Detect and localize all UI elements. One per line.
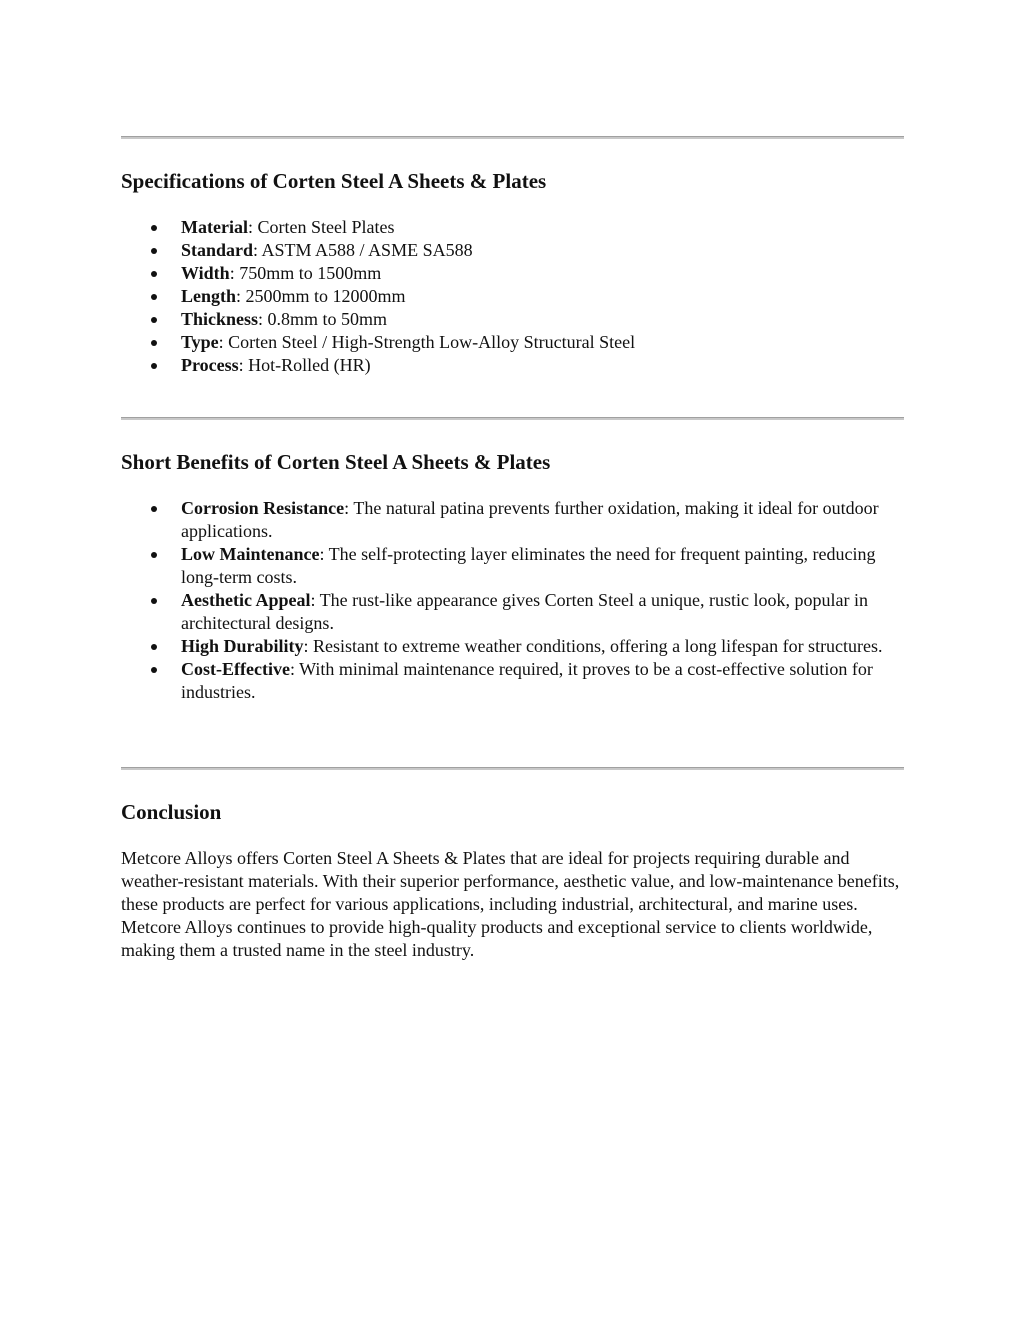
item-text: : With minimal maintenance required, it proves to be a cost-effective solution for industries. — [181, 659, 873, 702]
item-label: Low Maintenance — [181, 544, 320, 564]
item-text: : Resistant to extreme weather conditions, offering a long lifespan for structures. — [303, 636, 883, 656]
bullet-icon — [151, 506, 157, 512]
item-label: High Durability — [181, 636, 304, 656]
bullet-icon — [151, 248, 157, 254]
item-label: Aesthetic Appeal — [181, 590, 311, 610]
list-item — [121, 285, 904, 308]
item-text: : 0.8mm to 50mm — [258, 309, 388, 329]
list-item — [121, 331, 904, 354]
item-text: : The self-protecting layer eliminates the need for frequent painting, reducing long-term costs. — [181, 544, 876, 587]
list-item — [121, 543, 904, 589]
item-text: : 2500mm to 12000mm — [236, 286, 406, 306]
item-label: Cost-Effective — [181, 659, 290, 679]
horizontal-rule — [121, 767, 904, 770]
item-label: Standard — [181, 240, 254, 260]
bullet-icon — [151, 317, 157, 323]
bullet-icon — [151, 363, 157, 369]
item-text: : 750mm to 1500mm — [229, 263, 382, 283]
list-item — [121, 308, 904, 331]
item-text: : The rust-like appearance gives Corten Steel a unique, rustic look, popular in architectural designs. — [181, 590, 869, 633]
list-item — [121, 497, 904, 543]
bullet-icon — [151, 644, 157, 650]
list-item — [121, 635, 904, 658]
bullet-icon — [151, 225, 157, 231]
list-item — [121, 589, 904, 635]
horizontal-rule — [121, 136, 904, 139]
benefits-list — [121, 497, 904, 704]
bullet-icon — [151, 294, 157, 300]
item-label: Type — [181, 332, 219, 352]
item-label: Corrosion Resistance — [181, 498, 345, 518]
conclusion-paragraph: Metcore Alloys offers Corten Steel A Sheets & Plates that are ideal for projects requiring durable and weather-resistant materials. With their superior performance, aesthetic value, and low-maintenance benefits, these products are perfect for various applications, including industrial, architectural, and marine uses. Metcore Alloys continues to provide high-quality products and exceptional service to clients worldwide, making them a trusted name in the steel industry. — [121, 848, 900, 960]
item-label: Length — [181, 286, 237, 306]
item-text: : The natural patina prevents further oxidation, making it ideal for outdoor applications. — [181, 498, 879, 541]
item-text: : Corten Steel Plates — [247, 217, 395, 237]
list-item — [121, 262, 904, 285]
item-text: : ASTM A588 / ASME SA588 — [253, 240, 473, 260]
item-label: Thickness — [181, 309, 259, 329]
specifications-heading: Specifications of Corten Steel A Sheets & Plates — [121, 169, 547, 193]
specifications-list — [121, 216, 904, 377]
list-item — [121, 239, 904, 262]
benefits-heading: Short Benefits of Corten Steel A Sheets & Plates — [121, 450, 551, 474]
list-item — [121, 216, 904, 239]
list-item — [121, 354, 904, 377]
item-label: Width — [181, 263, 230, 283]
item-label: Process — [181, 355, 239, 375]
bullet-icon — [151, 340, 157, 346]
horizontal-rule — [121, 417, 904, 420]
list-item — [121, 658, 904, 704]
bullet-icon — [151, 552, 157, 558]
item-text: : Corten Steel / High-Strength Low-Alloy Structural Steel — [218, 332, 636, 352]
conclusion-heading: Conclusion — [121, 800, 222, 824]
item-text: : Hot-Rolled (HR) — [238, 355, 371, 375]
bullet-icon — [151, 667, 157, 673]
item-label: Material — [181, 217, 248, 237]
bullet-icon — [151, 598, 157, 604]
bullet-icon — [151, 271, 157, 277]
